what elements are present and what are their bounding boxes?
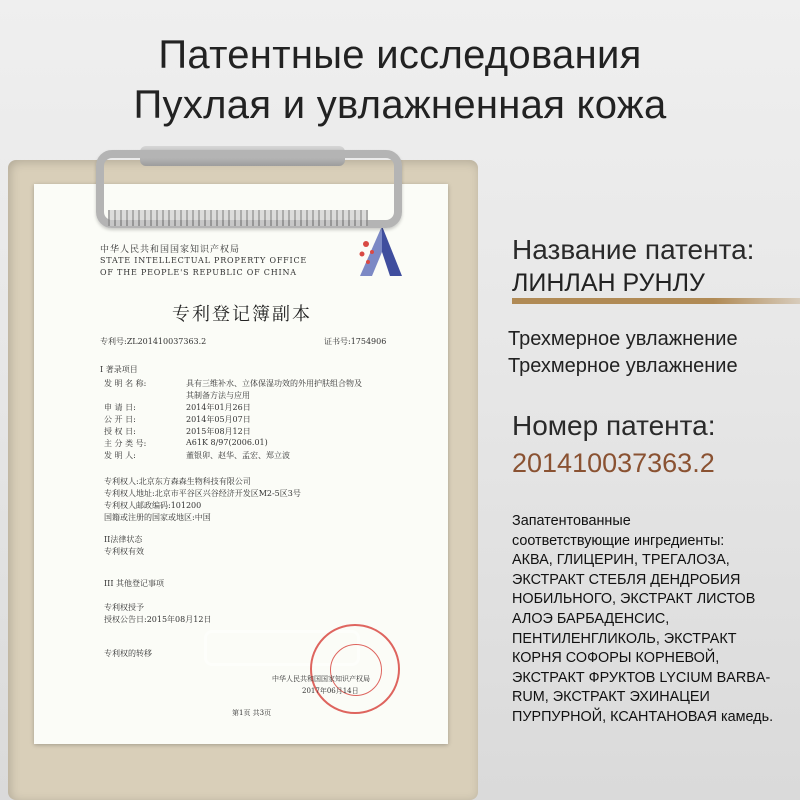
section-bibliographic: I 著录项目 — [100, 365, 138, 374]
holder-line: 专利权人邮政编码:101200 — [104, 501, 202, 510]
office-name-en-1: STATE INTELLECTUAL PROPERTY OFFICE — [100, 256, 308, 265]
bib-value: 具有三维补水、立体保湿功效的外用护肤组合物及 — [186, 379, 362, 388]
bib-key: 申 请 日: — [104, 403, 136, 412]
page-title-line1: Патентные исследования — [158, 33, 642, 77]
bib-row — [104, 426, 251, 437]
official-seal-icon — [310, 624, 400, 714]
office-name-cn: 中华人民共和国国家知识产权局 — [100, 245, 241, 255]
bib-value: A61K 8/97(2006.01) — [186, 438, 268, 447]
section-other-matters: III 其他登记事项 — [104, 579, 165, 588]
bib-row — [104, 378, 362, 389]
bib-value: 2015年08月12日 — [186, 427, 251, 436]
transfer-label: 专利权的转移 — [104, 649, 152, 658]
ingredients-text: Запатентованные соответствующие ингредиенты: АКВА, ГЛИЦЕРИН, ТРЕГАЛОЗА, ЭКСТРАКТ СТЕБЛЯ ДЕНДРОБИЯ НОБИЛЬНОГО, ЭКСТРАКТ ЛИСТОВ АЛОЭ БАРБАДЕНСИС, ПЕНТИЛЕНГЛИКОЛЬ, ЭКСТРАКТ КОРНЯ СОФОРЫ КОРНЕВОЙ, ЭКСТРАКТ ФРУКТОВ LYCIUM BARBA- RUM, ЭКСТРАКТ ЭХИНАЦЕИ ПУРПУРНОЙ, КСАНТАНОВАЯ камедь. — [512, 513, 774, 725]
patent-number-label: Номер патента: — [512, 410, 716, 441]
signature-date: 2017年06月14日 — [302, 687, 359, 695]
bib-row — [104, 402, 251, 413]
patent-number-cn: 专利号:ZL201410037363.2 — [100, 337, 207, 346]
office-name-en-2: OF THE PEOPLE'S REPUBLIC OF CHINA — [100, 268, 297, 277]
certificate-title: 专利登记簿副本 — [172, 304, 312, 325]
patent-name-label: Название патента: — [512, 234, 755, 265]
grant-label: 专利权授予 — [104, 603, 144, 612]
patent-name-underline — [512, 298, 800, 304]
section-legal-status: II法律状态 — [104, 535, 143, 544]
bib-key: 授 权 日: — [104, 427, 136, 436]
subtitle-line-1: Трехмерное увлажнение — [508, 328, 738, 350]
patent-name-value: ЛИНЛАН РУНЛУ — [512, 269, 705, 297]
certificate-number-cn: 证书号:1754906 — [324, 337, 387, 346]
page-title-line2: Пухлая и увлажненная кожа — [133, 83, 667, 127]
bib-row — [104, 450, 290, 461]
bib-row — [104, 438, 268, 449]
bib-value: 2014年05月07日 — [186, 415, 251, 424]
clip-teeth — [108, 210, 368, 226]
bib-key: 发 明 名 称: — [104, 379, 147, 388]
page-indicator: 第1页 共3页 — [232, 709, 272, 717]
bib-row — [104, 414, 251, 425]
holder-line: 国籍或注册的国家或地区:中国 — [104, 513, 211, 522]
certificate-paper — [34, 184, 448, 744]
legal-status-value: 专利权有效 — [104, 547, 144, 556]
holder-line: 专利权人地址:北京市平谷区兴谷经济开发区M2-5区3号 — [104, 489, 301, 498]
holder-line: 专利权人:北京东方森森生物科技有限公司 — [104, 477, 251, 486]
bib-key: 公 开 日: — [104, 415, 136, 424]
bib-value: 其制备方法与应用 — [186, 391, 250, 400]
bib-key: 发 明 人: — [104, 451, 136, 460]
subtitle-line-2: Трехмерное увлажнение — [508, 355, 738, 377]
grant-date: 授权公告日:2015年08月12日 — [104, 615, 212, 624]
patent-number-value: 201410037363.2 — [512, 448, 715, 478]
bib-value: 2014年01月26日 — [186, 403, 251, 412]
bib-key: 主 分 类 号: — [104, 439, 147, 448]
signature-office: 中华人民共和国国家知识产权局 — [272, 675, 370, 683]
patent-office-emblem-icon — [352, 222, 410, 280]
bib-value: 董银卯、赵华、孟宏、郑立波 — [186, 451, 290, 460]
